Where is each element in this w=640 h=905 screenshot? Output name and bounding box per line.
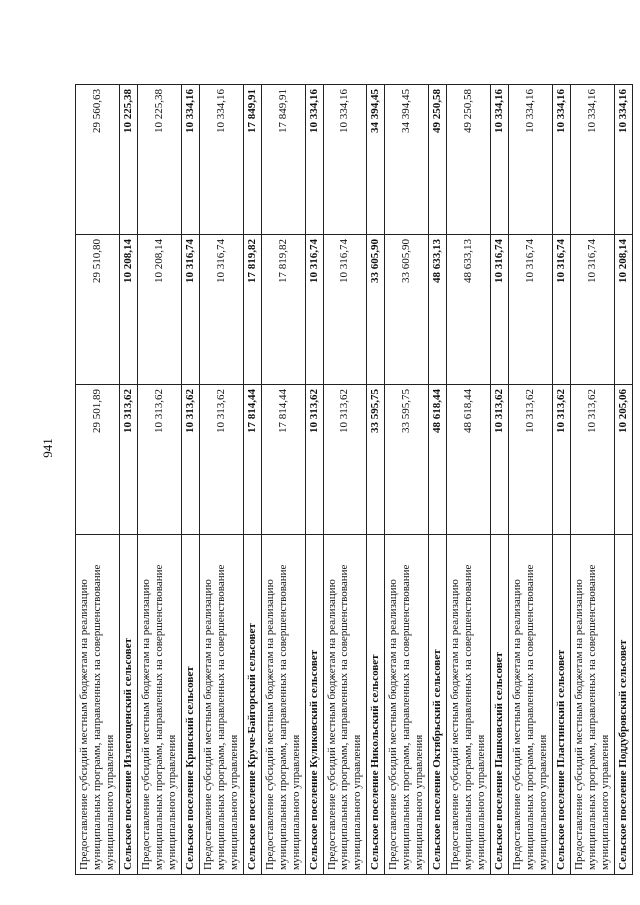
- table-row-settlement: [181, 85, 199, 875]
- row-label: Сельское поселение Пашковский сельсовет: [491, 535, 509, 875]
- row-label: Предоставление субсидий местным бюджетам на реализацию муниципальных программ, направленных на совершенствование муниципального управления: [447, 535, 491, 875]
- value-year-1: 48 618,44: [429, 385, 447, 535]
- value-year-3: 10 334,16: [323, 85, 367, 235]
- value-year-3: 17 849,91: [243, 85, 261, 235]
- value-year-2: 10 316,74: [571, 235, 615, 385]
- table-row-subsidy: [385, 85, 429, 875]
- value-year-2: 48 633,13: [429, 235, 447, 385]
- table-row-subsidy: [571, 85, 615, 875]
- value-year-3: 10 225,38: [119, 85, 137, 235]
- row-label: Предоставление субсидий местным бюджетам на реализацию муниципальных программ, направленных на совершенствование муниципального управления: [261, 535, 305, 875]
- table-row-settlement: [119, 85, 137, 875]
- row-label: Сельское поселение Кривский сельсовет: [181, 535, 199, 875]
- row-label: Предоставление субсидий местным бюджетам на реализацию муниципальных программ, направленных на совершенствование муниципального управления: [385, 535, 429, 875]
- value-year-1: 29 501,89: [76, 385, 120, 535]
- value-year-3: 17 849,91: [261, 85, 305, 235]
- row-label: Сельское поселение Пластинский сельсовет: [553, 535, 571, 875]
- value-year-1: 17 814,44: [243, 385, 261, 535]
- value-year-3: 10 334,16: [614, 85, 632, 235]
- row-label: Предоставление субсидий местным бюджетам на реализацию муниципальных программ, направленных на совершенствование муниципального управления: [571, 535, 615, 875]
- value-year-2: 10 316,74: [509, 235, 553, 385]
- table-row-subsidy: [509, 85, 553, 875]
- table-row-settlement: [491, 85, 509, 875]
- value-year-3: 10 334,16: [181, 85, 199, 235]
- row-label: Предоставление субсидий местным бюджетам на реализацию муниципальных программ, направленных на совершенствование муниципального управления: [76, 535, 120, 875]
- table-row-settlement: [305, 85, 323, 875]
- value-year-1: 10 205,06: [614, 385, 632, 535]
- value-year-2: 33 605,90: [385, 235, 429, 385]
- value-year-3: 10 334,16: [305, 85, 323, 235]
- table-row-settlement: [367, 85, 385, 875]
- table-row-subsidy: [261, 85, 305, 875]
- row-label: Сельское поселение Октябрьский сельсовет: [429, 535, 447, 875]
- value-year-2: 10 316,74: [199, 235, 243, 385]
- value-year-1: 17 814,44: [261, 385, 305, 535]
- row-label: Предоставление субсидий местным бюджетам на реализацию муниципальных программ, направленных на совершенствование муниципального управления: [509, 535, 553, 875]
- table-row-subsidy: [199, 85, 243, 875]
- value-year-3: 10 334,16: [509, 85, 553, 235]
- value-year-1: 10 313,62: [199, 385, 243, 535]
- value-year-3: 34 394,45: [367, 85, 385, 235]
- value-year-1: 10 313,62: [181, 385, 199, 535]
- budget-table: [75, 84, 633, 875]
- value-year-3: 10 334,16: [199, 85, 243, 235]
- table-row-settlement: [429, 85, 447, 875]
- value-year-1: 48 618,44: [447, 385, 491, 535]
- value-year-2: 10 316,74: [305, 235, 323, 385]
- value-year-2: 33 605,90: [367, 235, 385, 385]
- value-year-1: 10 313,62: [571, 385, 615, 535]
- value-year-1: 10 313,62: [553, 385, 571, 535]
- row-label: Сельское поселение Поддубровский сельсовет: [614, 535, 632, 875]
- row-label: Сельское поселение Куликовский сельсовет: [305, 535, 323, 875]
- value-year-1: 10 313,62: [323, 385, 367, 535]
- table-row-subsidy: [76, 85, 120, 875]
- value-year-3: 10 225,38: [137, 85, 181, 235]
- rotated-table-container: [75, 85, 629, 875]
- value-year-2: 10 316,74: [553, 235, 571, 385]
- value-year-3: 10 334,16: [491, 85, 509, 235]
- row-label: Предоставление субсидий местным бюджетам на реализацию муниципальных программ, направленных на совершенствование муниципального управления: [137, 535, 181, 875]
- value-year-1: 10 313,62: [305, 385, 323, 535]
- value-year-2: 10 316,74: [491, 235, 509, 385]
- table-row-subsidy: [137, 85, 181, 875]
- value-year-1: 10 313,62: [509, 385, 553, 535]
- value-year-1: 33 595,75: [367, 385, 385, 535]
- value-year-2: 10 316,74: [181, 235, 199, 385]
- value-year-2: 10 208,14: [119, 235, 137, 385]
- value-year-2: 10 316,74: [323, 235, 367, 385]
- value-year-2: 10 208,14: [137, 235, 181, 385]
- value-year-2: 29 510,80: [76, 235, 120, 385]
- table-row-subsidy: [447, 85, 491, 875]
- row-label: Предоставление субсидий местным бюджетам на реализацию муниципальных программ, направленных на совершенствование муниципального управления: [323, 535, 367, 875]
- row-label: Сельское поселение Никольский сельсовет: [367, 535, 385, 875]
- value-year-3: 49 250,58: [447, 85, 491, 235]
- value-year-3: 10 334,16: [553, 85, 571, 235]
- value-year-3: 49 250,58: [429, 85, 447, 235]
- row-label: Предоставление субсидий местным бюджетам на реализацию муниципальных программ, направленных на совершенствование муниципального управления: [199, 535, 243, 875]
- value-year-2: 48 633,13: [447, 235, 491, 385]
- value-year-2: 17 819,82: [243, 235, 261, 385]
- value-year-1: 33 595,75: [385, 385, 429, 535]
- value-year-3: 34 394,45: [385, 85, 429, 235]
- value-year-1: 10 313,62: [491, 385, 509, 535]
- row-label: Сельское поселение Круче-Байгорский сельсовет: [243, 535, 261, 875]
- value-year-1: 10 313,62: [119, 385, 137, 535]
- value-year-3: 29 560,63: [76, 85, 120, 235]
- value-year-1: 10 313,62: [137, 385, 181, 535]
- page-number: 941: [40, 438, 55, 458]
- table-row-subsidy: [323, 85, 367, 875]
- value-year-2: 10 208,14: [614, 235, 632, 385]
- row-label: Сельское поселение Излегощенский сельсовет: [119, 535, 137, 875]
- table-row-settlement: [553, 85, 571, 875]
- table-row-settlement: [614, 85, 632, 875]
- table-body: [76, 85, 633, 875]
- value-year-3: 10 334,16: [571, 85, 615, 235]
- table-row-settlement: [243, 85, 261, 875]
- value-year-2: 17 819,82: [261, 235, 305, 385]
